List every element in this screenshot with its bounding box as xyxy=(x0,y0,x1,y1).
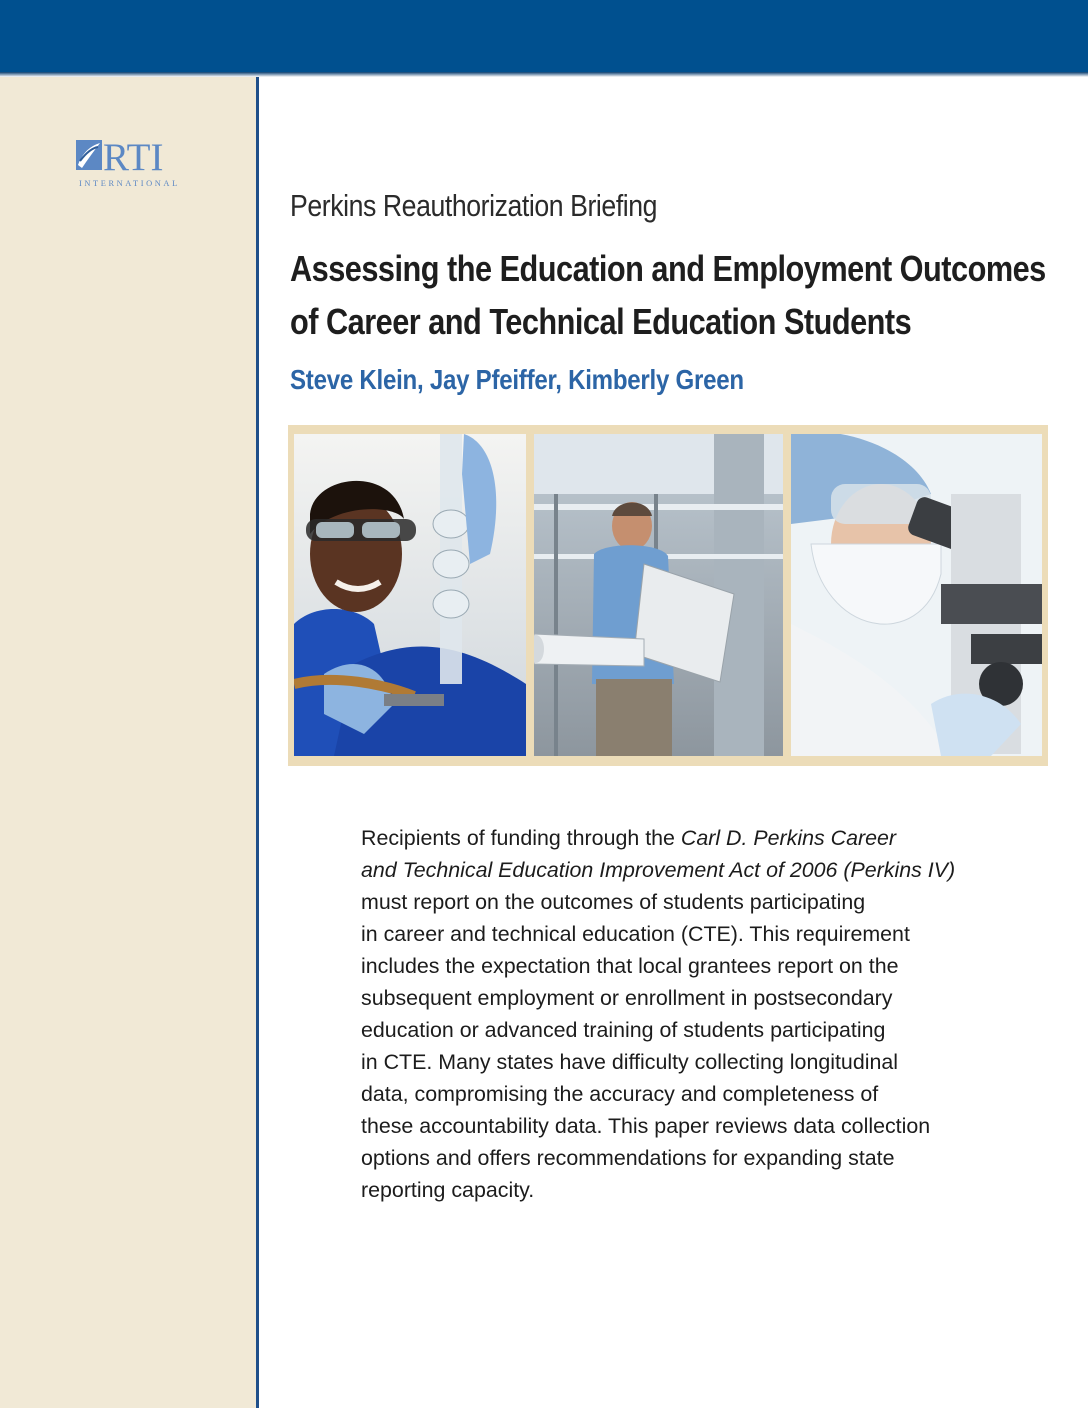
subtitle: Perkins Reauthorization Briefing xyxy=(290,188,658,223)
abstract-line: must report on the outcomes of students participating xyxy=(361,890,866,914)
abstract-line: education or advanced training of students participating xyxy=(361,1018,886,1042)
abstract-paragraph xyxy=(361,822,1001,1206)
abstract-line: includes the expectation that local grantees report on the xyxy=(361,954,899,978)
authors: Steve Klein, Jay Pfeiffer, Kimberly Green xyxy=(290,364,744,395)
abstract-line: in CTE. Many states have difficulty collecting longitudinal xyxy=(361,1050,899,1074)
page-title xyxy=(290,242,1058,348)
abstract-line: subsequent employment or enrollment in postsecondary xyxy=(361,986,893,1010)
logo-caption: INTERNATIONAL xyxy=(79,179,180,188)
photo-strip xyxy=(288,425,1048,766)
chemistry-student-photo-icon xyxy=(294,434,526,756)
lab-technician-microscope-photo-icon xyxy=(791,434,1042,756)
logo-letters: RTI xyxy=(103,136,164,179)
abstract-line: reporting capacity. xyxy=(361,1178,535,1202)
top-color-band xyxy=(0,0,1088,72)
abstract-line: data, compromising the accuracy and completeness of xyxy=(361,1082,879,1106)
side-divider-rule xyxy=(256,77,259,1408)
abstract-line: these accountability data. This paper reviews data collection xyxy=(361,1114,931,1138)
title-line-1: Assessing the Education and Employment Outcomes xyxy=(290,248,1046,289)
act-title-italic: and Technical Education Improvement Act of 2006 (Perkins IV) xyxy=(361,858,956,882)
rti-logo xyxy=(76,135,216,195)
abstract-line xyxy=(361,854,1001,886)
abstract-line: in career and technical education (CTE). This requirement xyxy=(361,922,910,946)
abstract-line: options and offers recommendations for expanding state xyxy=(361,1146,895,1170)
rti-swirl-icon xyxy=(76,140,102,170)
engineer-with-blueprints-photo-icon xyxy=(534,434,783,756)
side-panel xyxy=(0,77,256,1408)
act-title-italic: Carl D. Perkins Career xyxy=(680,826,897,850)
title-line-2: of Career and Technical Education Students xyxy=(290,301,912,342)
abstract-text: Recipients of funding through the xyxy=(361,826,681,850)
abstract-line xyxy=(361,822,1001,854)
